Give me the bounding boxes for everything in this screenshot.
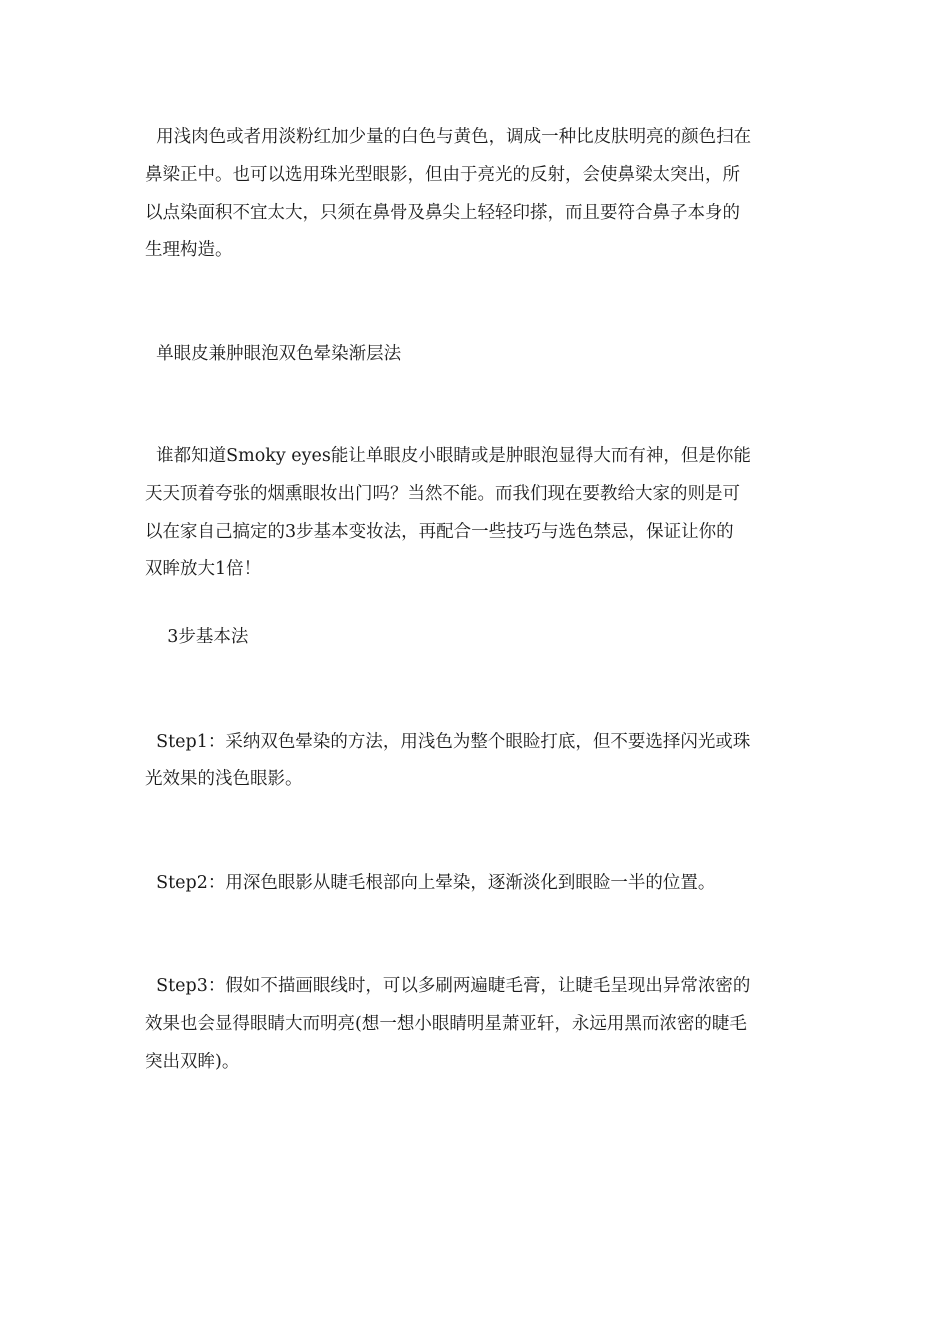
paragraph-smoky-line-1: 谁都知道Smoky eyes能让单眼皮小眼睛或是肿眼泡显得大而有神，但是你能 xyxy=(145,446,751,466)
step1-line-2: 光效果的浅色眼影。 xyxy=(145,769,303,789)
step3-line-2: 效果也会显得眼睛大而明亮(想一想小眼睛明星萧亚轩，永远用黑而浓密的睫毛 xyxy=(145,1014,747,1034)
paragraph-nose-line-3: 以点染面积不宜太大，只须在鼻骨及鼻尖上轻轻印搽，而且要符合鼻子本身的 xyxy=(145,203,740,223)
step3-line-1: Step3：假如不描画眼线时，可以多刷两遍睫毛膏，让睫毛呈现出异常浓密的 xyxy=(145,976,751,996)
step2-line-1: Step2：用深色眼影从睫毛根部向上晕染，逐渐淡化到眼睑一半的位置。 xyxy=(145,873,716,893)
heading-single-eyelid: 单眼皮兼肿眼泡双色晕染渐层法 xyxy=(145,344,402,364)
paragraph-nose-line-2: 鼻梁正中。也可以选用珠光型眼影，但由于亮光的反射，会使鼻梁太突出，所 xyxy=(145,165,740,185)
step3-line-3: 突出双眸)。 xyxy=(145,1052,240,1072)
paragraph-smoky-line-3: 以在家自己搞定的3步基本变妆法，再配合一些技巧与选色禁忌，保证让你的 xyxy=(145,522,734,542)
paragraph-smoky-line-4: 双眸放大1倍！ xyxy=(145,559,262,579)
step1-line-1: Step1：采纳双色晕染的方法，用浅色为整个眼睑打底，但不要选择闪光或珠 xyxy=(145,732,751,752)
heading-three-steps: 3步基本法 xyxy=(145,627,249,647)
paragraph-smoky-line-2: 天天顶着夸张的烟熏眼妆出门吗？当然不能。而我们现在要教给大家的则是可 xyxy=(145,484,740,504)
paragraph-nose-line-4: 生理构造。 xyxy=(145,240,233,260)
paragraph-nose-line-1: 用浅肉色或者用淡粉红加少量的白色与黄色，调成一种比皮肤明亮的颜色扫在 xyxy=(145,127,752,147)
